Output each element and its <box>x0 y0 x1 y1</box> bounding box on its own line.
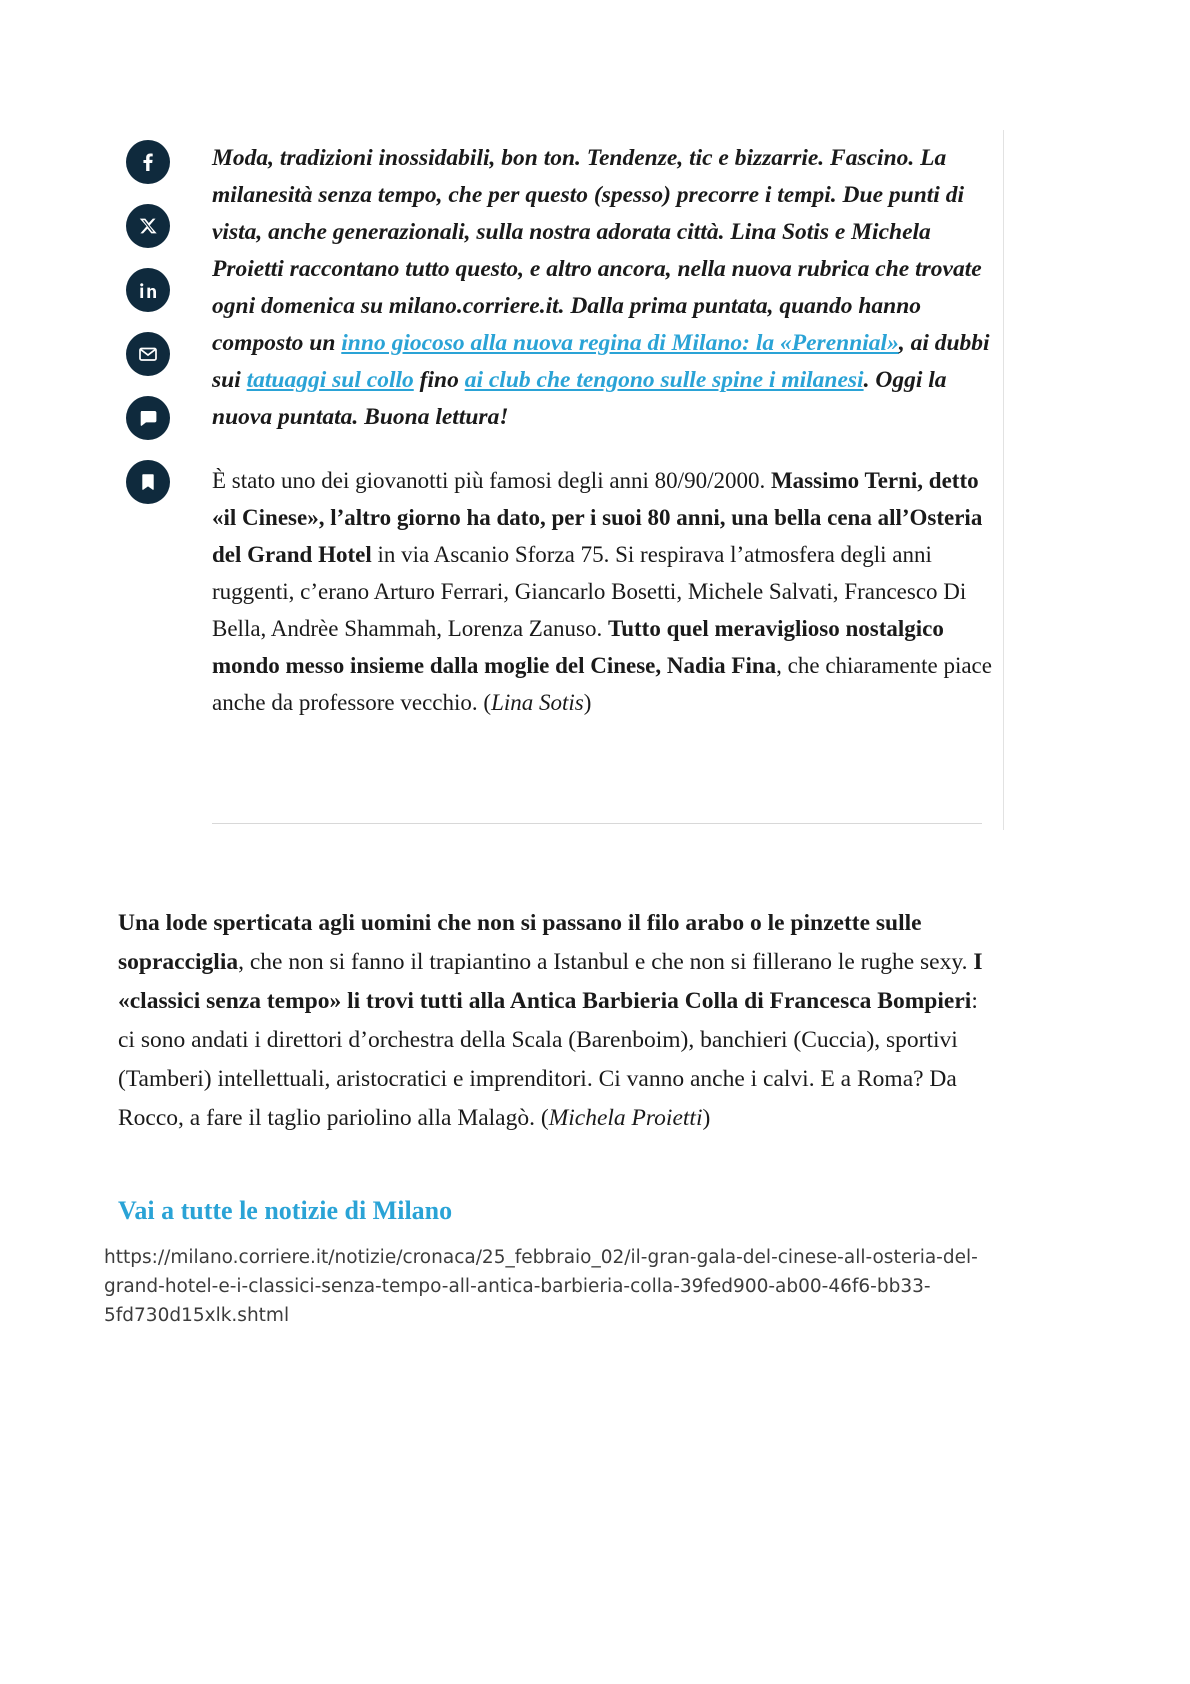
par2-bold-2: I «classici senza tempo» li trovi tutti alla Antica Barbieria Colla di Francesca Bompieri <box>118 948 983 1014</box>
x-twitter-share-button[interactable] <box>126 204 170 248</box>
par1-bold-1: Massimo Terni, detto «il Cinese», l’altro giorno ha dato, per i suoi 80 anni, una bella cena all’Osteria del Grand Hotel <box>212 468 983 567</box>
par2-byline-michela-proietti: Michela Proietti <box>548 1104 703 1131</box>
linkedin-icon <box>136 278 160 302</box>
par2-segment-1: , che non si fanno il trapiantino a Istanbul e che non si fillerano le rughe sexy. <box>238 948 974 975</box>
par2-segment-2: : ci sono andati i direttori d’orchestra della Scala (Barenboim), banchieri (Cuccia), sportivi (Tamberi) intellettuali, aristocratici e imprenditori. Ci vanno anche i calvi. E a Roma? Da Rocco, a fare il taglio pariolino alla Malagò. ( <box>118 987 978 1131</box>
linkedin-share-button[interactable] <box>126 268 170 312</box>
facebook-icon <box>136 150 160 174</box>
article-intro-paragraph <box>212 140 1002 436</box>
source-url-text: https://milano.corriere.it/notizie/cronaca/25_febbraio_02/il-gran-gala-del-cinese-all-osteria-del-grand-hotel-e-i-classici-senza-tempo-all-antica-barbieria-colla-39fed900-ab00-46f6-bb33-5fd730d15xlk.shtml <box>104 1247 978 1326</box>
intro-link-perennial[interactable]: inno giocoso alla nuova regina di Milano: la «Perennial» <box>341 330 899 356</box>
par1-segment-1: È stato uno dei giovanotti più famosi degli anni 80/90/2000. <box>212 468 771 493</box>
intro-text-part-1: Moda, tradizioni inossidabili, bon ton. Tendenze, tic e bizzarrie. Fascino. La milanesità senza tempo, che per questo (spesso) precorre i tempi. Due punti di vista, anche generazionali, sulla nostra adorata città. Lina Sotis e Michela Proietti raccontano tutto questo, e altro ancora, nella nuova rubrica che trovate ogni domenica su milano.corriere.it. Dalla prima puntata, quando hanno composto un <box>212 145 982 356</box>
article-paragraph-2 <box>118 904 998 1138</box>
intro-link-tatuaggi[interactable]: tatuaggi sul collo <box>246 367 414 393</box>
par1-segment-4: ) <box>583 690 592 715</box>
article-body <box>212 140 1002 721</box>
par1-byline-lina-sotis: Lina Sotis <box>491 690 584 715</box>
bookmark-button[interactable] <box>126 460 170 504</box>
bookmark-icon <box>136 470 160 494</box>
content-divider-vertical <box>1003 130 1004 830</box>
article-paragraph-1 <box>212 462 1002 721</box>
section-divider <box>212 823 982 824</box>
email-share-button[interactable] <box>126 332 170 376</box>
par1-segment-3: , che chiaramente piace anche da professore vecchio. ( <box>212 653 992 715</box>
intro-link-club[interactable]: ai club che tengono sulle spine i milanesi <box>464 367 864 393</box>
comment-button[interactable] <box>126 396 170 440</box>
x-twitter-icon <box>137 215 159 237</box>
intro-text-part-3: fino <box>413 367 465 393</box>
social-share-rail <box>126 140 174 504</box>
speech-bubble-icon <box>136 406 160 430</box>
intro-text-part-4: . Oggi la nuova puntata. Buona lettura! <box>212 367 947 430</box>
par1-bold-2: Tutto quel meraviglioso nostalgico mondo messo insieme dalla moglie del Cinese, Nadia Fina <box>212 616 944 678</box>
envelope-icon <box>136 342 160 366</box>
par2-bold-1: Una lode sperticata agli uomini che non si passano il filo arabo o le pinzette sulle sopracciglia <box>118 909 922 975</box>
par1-segment-2: in via Ascanio Sforza 75. Si respirava l’atmosfera degli anni ruggenti, c’erano Arturo Ferrari, Giancarlo Bosetti, Michele Salvati, Francesco Di Bella, Andrèe Shammah, Lorenza Zanuso. <box>212 542 967 641</box>
intro-text-part-2: , ai dubbi sui <box>212 330 990 393</box>
all-milan-news-link[interactable]: Vai a tutte le notizie di Milano <box>118 1196 453 1222</box>
facebook-share-button[interactable] <box>126 140 170 184</box>
par2-segment-3: ) <box>702 1104 711 1131</box>
